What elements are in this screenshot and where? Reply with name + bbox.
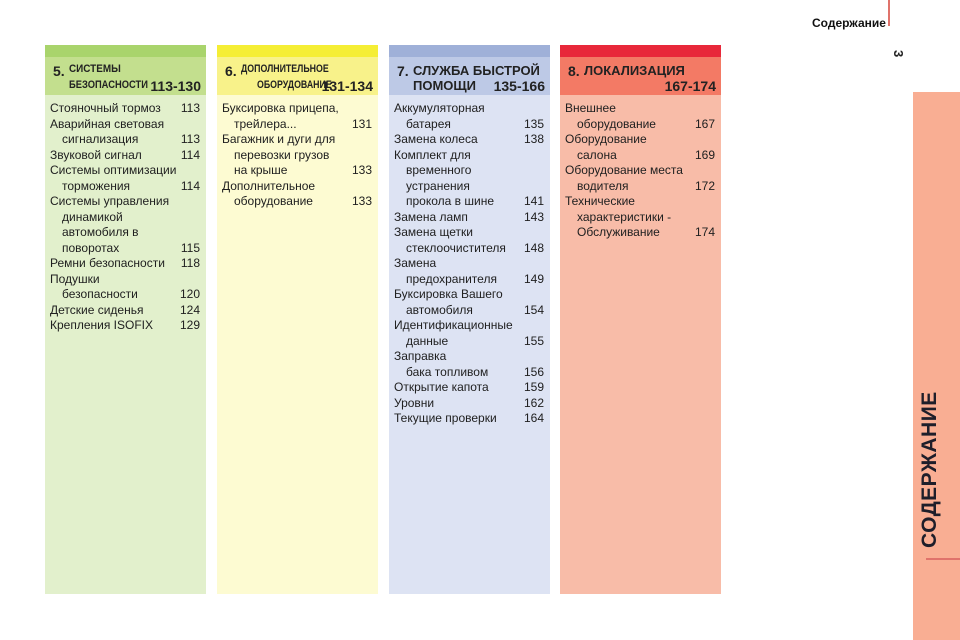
toc-entry-page-number: 113 [180, 101, 200, 115]
toc-entry[interactable] [394, 318, 550, 349]
toc-entry-label: Замена ламп [394, 209, 468, 224]
toc-entry-page-number: 113 [180, 132, 200, 146]
toc-entry-page-number: 118 [180, 256, 200, 270]
column-entries [389, 95, 550, 427]
toc-entry-page-number: 156 [523, 364, 544, 379]
toc-entry-page-number: 143 [523, 209, 544, 224]
section-title-line1: ДОПОЛНИТЕЛЬНОЕ [241, 63, 329, 75]
toc-entry-page-number: 148 [523, 240, 544, 255]
section-number: 6. [225, 63, 237, 79]
column-color-bar [560, 45, 721, 57]
header-divider [888, 0, 890, 26]
toc-entry-label-continued: водителя [577, 178, 629, 193]
section-title-line1: ЛОКАЛИЗАЦИЯ [584, 63, 685, 78]
toc-entry-page-number: 133 [351, 163, 372, 177]
toc-entry-label-continued: предохранителя [406, 271, 497, 286]
section-number: 7. [397, 63, 409, 79]
toc-entry[interactable] [50, 148, 206, 164]
toc-entry-label-continued: сигнализация [62, 132, 139, 146]
toc-entry[interactable] [565, 194, 721, 241]
sidebar-divider [926, 558, 960, 560]
toc-entry-label: Текущие проверки [394, 411, 497, 425]
toc-entry[interactable] [50, 272, 206, 303]
toc-entry-page-number: 133 [351, 194, 372, 208]
toc-entry[interactable] [394, 132, 550, 148]
toc-entry-page-number: 115 [180, 240, 200, 255]
toc-entry[interactable] [222, 101, 378, 132]
toc-entry[interactable] [50, 163, 206, 194]
toc-entry-label: Аккумуляторная [394, 101, 485, 115]
toc-entry[interactable] [394, 411, 550, 427]
section-title-line2: ОБОРУДОВАНИЕ [257, 79, 332, 91]
toc-entry-page-number: 138 [523, 132, 544, 146]
toc-entry[interactable] [50, 117, 206, 148]
toc-entry-page-number: 129 [179, 318, 200, 332]
section-title-line1: СИСТЕМЫ [69, 63, 121, 75]
toc-entry-label: Детские сиденья [50, 302, 144, 317]
toc-entry-label: Открытие капота [394, 380, 489, 394]
column-entries [217, 95, 378, 210]
toc-entry[interactable] [394, 101, 550, 132]
toc-entry[interactable] [394, 349, 550, 380]
toc-entry[interactable] [394, 225, 550, 256]
toc-entry[interactable] [222, 132, 378, 179]
toc-entry[interactable] [394, 287, 550, 318]
toc-entry-label-continued: батарея [406, 116, 451, 131]
toc-entry-label: Замена щетки [394, 225, 473, 239]
toc-entry-page-number: 135 [523, 116, 544, 131]
toc-entry-label-continued: торможения [62, 178, 131, 193]
toc-entry-label: Замена [394, 256, 437, 270]
toc-entry-page-number: 120 [179, 287, 200, 301]
toc-entry[interactable] [222, 179, 378, 210]
toc-entry-page-number: 164 [523, 411, 544, 425]
toc-entry[interactable] [50, 101, 206, 117]
toc-entry-label: Буксировка прицепа, [222, 101, 339, 115]
toc-entry-page-number: 172 [694, 178, 715, 193]
toc-column-localization [560, 45, 721, 594]
toc-entry-label-continued: динамикой автомобиля в поворотах [62, 209, 139, 255]
toc-entry-page-number: 149 [523, 271, 544, 286]
toc-entry-page-number: 131 [351, 116, 372, 131]
toc-entry-page-number: 155 [523, 333, 544, 348]
toc-entry[interactable] [394, 148, 550, 210]
toc-entry-page-number: 114 [180, 147, 200, 162]
section-page-range: 167-174 [664, 78, 716, 94]
toc-entry-label-continued: стеклоочистителя [406, 240, 506, 255]
column-entries [45, 95, 206, 334]
column-header[interactable] [560, 57, 721, 95]
toc-entry[interactable] [394, 380, 550, 396]
toc-entry-label: Замена колеса [394, 132, 478, 146]
toc-entry-label-continued: безопасности [62, 287, 138, 301]
column-color-bar [389, 45, 550, 57]
page-number: 3 [891, 50, 906, 58]
toc-entry-label-continued: оборудование [577, 116, 656, 131]
toc-column-quick-help [389, 45, 550, 594]
toc-entry-label-continued: трейлера... [234, 116, 297, 131]
toc-entry[interactable] [50, 303, 206, 319]
toc-entry-label-continued: оборудование [234, 194, 313, 208]
toc-entry-page-number: 162 [523, 395, 544, 410]
toc-entry[interactable] [565, 132, 721, 163]
column-color-bar [45, 45, 206, 57]
toc-entry-label: Заправка [394, 349, 447, 363]
toc-entry-label-continued: салона [577, 147, 617, 162]
section-title-line2: ПОМОЩИ [413, 78, 476, 93]
section-page-range: 135-166 [493, 78, 545, 94]
toc-entry-page-number: 169 [694, 147, 715, 162]
section-number: 5. [53, 63, 65, 79]
toc-entry-page-number: 141 [523, 194, 544, 208]
toc-entry-page-number: 124 [179, 302, 200, 317]
toc-entry-label: Системы управления [50, 194, 170, 208]
sidebar-section-label: СОДЕРЖАНИЕ [918, 391, 941, 548]
toc-entry-page-number: 114 [180, 178, 200, 193]
toc-entry-label: Дополнительное [222, 178, 316, 193]
toc-entry-label-continued: автомобиля [406, 302, 473, 317]
toc-entry-label: Уровни [394, 395, 435, 410]
toc-entry-label-continued: данные [406, 333, 449, 348]
toc-entry-page-number: 159 [523, 380, 544, 394]
section-title-line1: СЛУЖБА БЫСТРОЙ [413, 63, 540, 78]
toc-entry-label: Ремни безопасности [50, 256, 165, 270]
toc-entry-label: Системы оптимизации [50, 163, 177, 177]
toc-entry[interactable] [50, 318, 206, 334]
toc-entry-label-continued: перевозки грузов на крыше [234, 147, 330, 177]
toc-column-safety [45, 45, 206, 594]
toc-entry-label: Буксировка Вашего [394, 287, 503, 301]
toc-column-accessories [217, 45, 378, 594]
toc-entry-label: Крепления ISOFIX [50, 318, 154, 332]
toc-entry-label-continued: временного устранения прокола в шине [406, 163, 494, 208]
toc-entry-label: Стояночный тормоз [50, 101, 161, 115]
column-header[interactable] [389, 57, 550, 95]
toc-entry-label: Идентификационные [394, 318, 513, 332]
section-number: 8. [568, 63, 580, 79]
section-title-line2: БЕЗОПАСНОСТИ [69, 79, 148, 91]
toc-entry[interactable] [565, 163, 721, 194]
page-header-title: Содержание [812, 16, 886, 30]
toc-entry-page-number: 154 [523, 302, 544, 317]
toc-entry-label: Подушки [50, 271, 100, 286]
toc-entry-label: Оборудование [565, 132, 647, 146]
toc-entry[interactable] [50, 194, 206, 256]
toc-entry[interactable] [50, 256, 206, 272]
toc-entry-page-number: 167 [694, 116, 715, 131]
toc-entry[interactable] [565, 101, 721, 132]
section-page-range: 113-130 [150, 78, 201, 94]
toc-entry-label-continued: бака топливом [406, 364, 489, 379]
toc-entry-label: Оборудование места [565, 163, 683, 177]
column-color-bar [217, 45, 378, 57]
toc-entry-label: Комплект для [394, 147, 471, 162]
toc-entry[interactable] [394, 210, 550, 226]
toc-entry-page-number: 174 [694, 225, 715, 239]
column-header[interactable] [45, 57, 206, 95]
toc-entry-label: Внешнее [565, 101, 616, 115]
toc-entry[interactable] [394, 256, 550, 287]
toc-entry[interactable] [394, 396, 550, 412]
toc-entry-label-continued: характеристики - Обслуживание [577, 209, 672, 239]
toc-entry-label: Аварийная световая [50, 116, 165, 131]
toc-entry-label: Технические [565, 194, 635, 208]
column-entries [560, 95, 721, 241]
toc-entry-label: Багажник и дуги для [222, 132, 336, 146]
column-header[interactable] [217, 57, 378, 95]
section-page-range: 131-134 [321, 78, 373, 94]
toc-entry-label: Звуковой сигнал [50, 147, 142, 162]
